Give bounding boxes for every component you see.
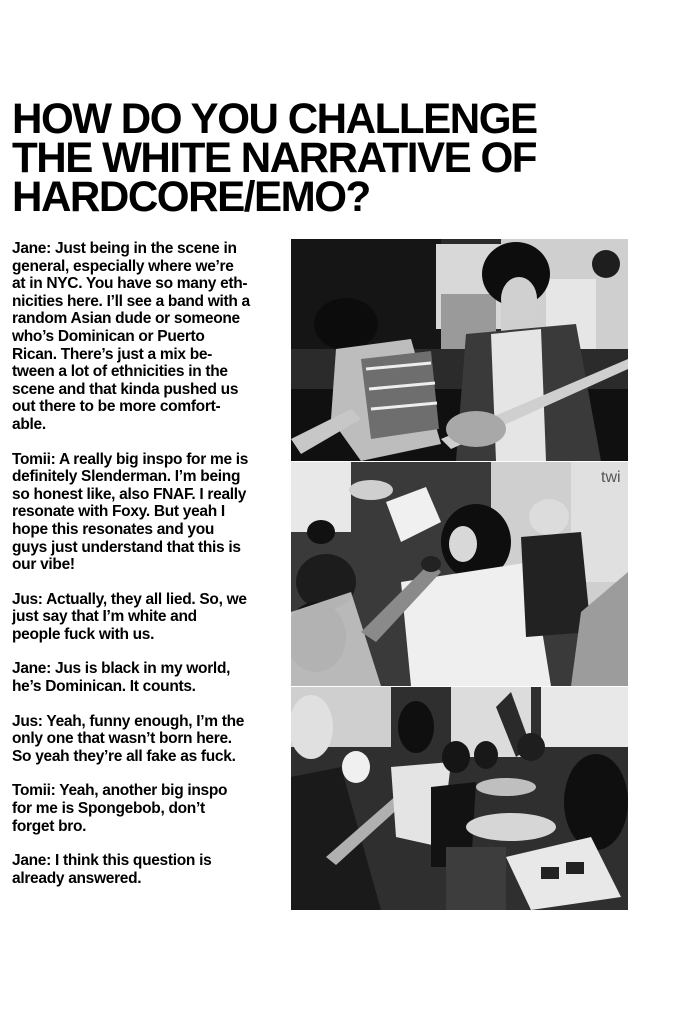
text-line: so honest like, also FNAF. I really [12,485,247,503]
headline-line: THE WHITE NARRATIVE OF [12,134,537,182]
crowd-mosh-photo [291,687,628,910]
band-stage-image [291,239,628,461]
headline-line: HOW DO YOU CHALLENGE [12,95,537,143]
text-line: he’s Dominican. It counts. [12,678,196,696]
text-line: Rican. There’s just a mix be- [12,345,213,363]
text-line: nicities here. I’ll see a band with a [12,292,250,310]
text-line: Jane: I think this question is [12,852,212,870]
singer-crowd-photo [291,462,628,686]
text-line: who’s Dominican or Puerto [12,327,205,345]
text-line: Tomii: Yeah, another big inspo [12,782,228,800]
text-line: at in NYC. You have so many eth- [12,275,248,293]
answer-jus-2 [12,713,280,766]
text-line: So yeah they’re all fake as fuck. [12,747,236,765]
answer-tomii-1 [12,451,280,574]
text-line: out there to be more comfort- [12,398,221,416]
text-line: scene and that kinda pushed us [12,380,239,398]
text-line: for me is Spongebob, don’t [12,800,205,818]
answer-jane-2 [12,660,280,695]
text-line: our vibe! [12,556,75,574]
answer-jane-1 [12,240,280,434]
text-line: hope this resonates and you [12,520,215,538]
headline-line: HARDCORE/EMO? [12,173,370,221]
headline [12,95,669,221]
text-line: general, especially where we’re [12,257,234,275]
text-line: guys just understand that this is [12,538,241,556]
text-line: Tomii: A really big inspo for me is [12,450,249,468]
sign-text: twi [601,469,621,486]
answer-jus-1 [12,591,280,644]
text-line: already answered. [12,869,142,887]
answer-tomii-2 [12,782,280,835]
text-line: forget bro. [12,817,87,835]
text-line: people fuck with us. [12,625,155,643]
text-line: Jus: Actually, they all lied. So, we [12,590,247,608]
text-line: able. [12,415,46,433]
answer-jane-3 [12,852,280,887]
singer-crowd-image [291,462,628,686]
interview-text [12,240,280,904]
text-line: just say that I’m white and [12,608,197,626]
crowd-image [291,687,628,910]
text-line: Jane: Jus is black in my world, [12,660,231,678]
text-line: Jus: Yeah, funny enough, I’m the [12,712,245,730]
text-line: resonate with Foxy. But yeah I [12,503,225,521]
text-line: definitely Slenderman. I’m being [12,468,241,486]
text-line: only one that wasn’t born here. [12,730,232,748]
text-line: tween a lot of ethnicities in the [12,363,228,381]
guitarist-bassist-photo [291,239,628,461]
text-line: random Asian dude or someone [12,310,240,328]
text-line: Jane: Just being in the scene in [12,240,237,257]
